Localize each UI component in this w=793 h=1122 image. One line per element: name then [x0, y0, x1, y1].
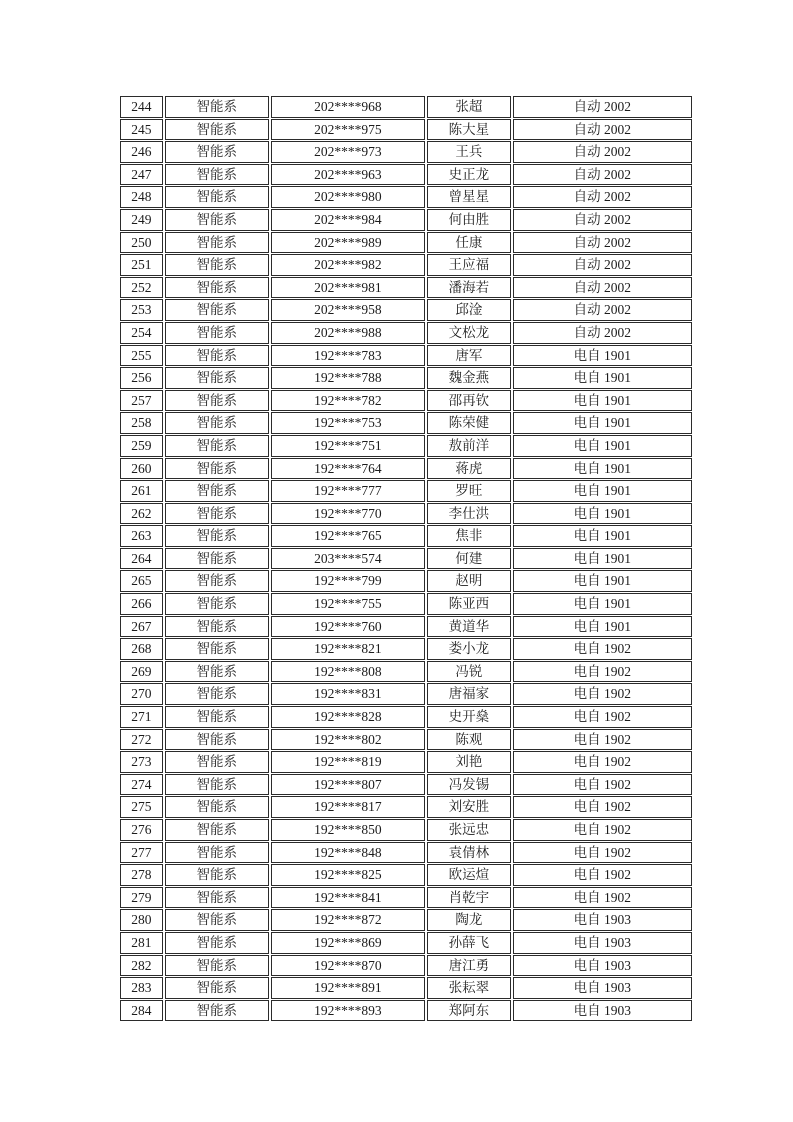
cell-student-id: 192****841	[271, 887, 426, 909]
table-row	[120, 729, 692, 751]
cell-department: 智能系	[165, 1000, 269, 1022]
cell-student-id: 202****982	[271, 254, 426, 276]
cell-name: 黄道华	[427, 616, 510, 638]
cell-class: 自动 2002	[513, 322, 692, 344]
cell-class: 电自 1903	[513, 977, 692, 999]
cell-name: 袁倩林	[427, 842, 510, 864]
cell-name: 冯锐	[427, 661, 510, 683]
cell-class: 电自 1902	[513, 661, 692, 683]
cell-department: 智能系	[165, 503, 269, 525]
student-roster-table	[118, 95, 694, 1022]
cell-student-id: 202****981	[271, 277, 426, 299]
cell-name: 焦非	[427, 525, 510, 547]
cell-department: 智能系	[165, 819, 269, 841]
cell-department: 智能系	[165, 796, 269, 818]
cell-class: 电自 1901	[513, 390, 692, 412]
cell-department: 智能系	[165, 616, 269, 638]
cell-student-id: 192****783	[271, 345, 426, 367]
cell-name: 陶龙	[427, 909, 510, 931]
cell-serial: 248	[120, 186, 163, 208]
cell-name: 敖前洋	[427, 435, 510, 457]
table-row	[120, 412, 692, 434]
cell-name: 史正龙	[427, 164, 510, 186]
cell-serial: 275	[120, 796, 163, 818]
cell-department: 智能系	[165, 525, 269, 547]
cell-department: 智能系	[165, 842, 269, 864]
cell-student-id: 202****968	[271, 96, 426, 118]
table-row	[120, 141, 692, 163]
table-row	[120, 864, 692, 886]
cell-name: 魏金燕	[427, 367, 510, 389]
cell-class: 电自 1901	[513, 345, 692, 367]
cell-student-id: 202****980	[271, 186, 426, 208]
cell-student-id: 192****891	[271, 977, 426, 999]
table-row	[120, 299, 692, 321]
cell-serial: 280	[120, 909, 163, 931]
cell-class: 自动 2002	[513, 141, 692, 163]
cell-student-id: 192****807	[271, 774, 426, 796]
table-row	[120, 683, 692, 705]
table-row	[120, 548, 692, 570]
cell-department: 智能系	[165, 570, 269, 592]
cell-serial: 244	[120, 96, 163, 118]
cell-student-id: 202****988	[271, 322, 426, 344]
table-row	[120, 164, 692, 186]
cell-student-id: 192****817	[271, 796, 426, 818]
table-row	[120, 254, 692, 276]
cell-serial: 281	[120, 932, 163, 954]
cell-department: 智能系	[165, 390, 269, 412]
cell-class: 电自 1901	[513, 412, 692, 434]
cell-name: 陈荣健	[427, 412, 510, 434]
table-row	[120, 819, 692, 841]
table-row	[120, 796, 692, 818]
cell-name: 肖乾宇	[427, 887, 510, 909]
cell-department: 智能系	[165, 887, 269, 909]
cell-student-id: 192****821	[271, 638, 426, 660]
cell-name: 刘安胜	[427, 796, 510, 818]
cell-class: 自动 2002	[513, 164, 692, 186]
cell-student-id: 192****751	[271, 435, 426, 457]
cell-department: 智能系	[165, 186, 269, 208]
cell-class: 电自 1902	[513, 819, 692, 841]
cell-department: 智能系	[165, 209, 269, 231]
table-row	[120, 638, 692, 660]
cell-class: 电自 1902	[513, 864, 692, 886]
cell-name: 唐江勇	[427, 955, 510, 977]
cell-student-id: 192****808	[271, 661, 426, 683]
cell-class: 自动 2002	[513, 299, 692, 321]
cell-department: 智能系	[165, 480, 269, 502]
cell-department: 智能系	[165, 254, 269, 276]
cell-class: 电自 1901	[513, 367, 692, 389]
table-row	[120, 751, 692, 773]
cell-serial: 270	[120, 683, 163, 705]
table-row	[120, 186, 692, 208]
table-row	[120, 119, 692, 141]
cell-name: 李仕洪	[427, 503, 510, 525]
cell-student-id: 192****755	[271, 593, 426, 615]
cell-serial: 267	[120, 616, 163, 638]
cell-serial: 271	[120, 706, 163, 728]
cell-student-id: 192****828	[271, 706, 426, 728]
cell-serial: 259	[120, 435, 163, 457]
table-row	[120, 209, 692, 231]
cell-class: 电自 1901	[513, 616, 692, 638]
cell-serial: 274	[120, 774, 163, 796]
cell-name: 潘海若	[427, 277, 510, 299]
cell-class: 电自 1902	[513, 729, 692, 751]
table-row	[120, 774, 692, 796]
cell-class: 电自 1903	[513, 932, 692, 954]
cell-student-id: 192****764	[271, 458, 426, 480]
cell-serial: 263	[120, 525, 163, 547]
student-roster-body	[120, 96, 692, 1021]
cell-class: 电自 1901	[513, 480, 692, 502]
cell-student-id: 192****870	[271, 955, 426, 977]
table-row	[120, 367, 692, 389]
cell-name: 孙薛飞	[427, 932, 510, 954]
cell-department: 智能系	[165, 751, 269, 773]
cell-department: 智能系	[165, 638, 269, 660]
table-row	[120, 593, 692, 615]
cell-department: 智能系	[165, 683, 269, 705]
cell-student-id: 203****574	[271, 548, 426, 570]
cell-serial: 261	[120, 480, 163, 502]
cell-name: 邱淦	[427, 299, 510, 321]
cell-class: 电自 1901	[513, 435, 692, 457]
cell-student-id: 192****802	[271, 729, 426, 751]
cell-class: 电自 1903	[513, 1000, 692, 1022]
table-row	[120, 390, 692, 412]
cell-name: 张远忠	[427, 819, 510, 841]
table-row	[120, 909, 692, 931]
cell-class: 自动 2002	[513, 209, 692, 231]
cell-department: 智能系	[165, 164, 269, 186]
cell-class: 自动 2002	[513, 96, 692, 118]
cell-department: 智能系	[165, 729, 269, 751]
cell-class: 电自 1901	[513, 570, 692, 592]
table-row	[120, 842, 692, 864]
cell-serial: 245	[120, 119, 163, 141]
cell-department: 智能系	[165, 141, 269, 163]
cell-class: 电自 1902	[513, 638, 692, 660]
cell-student-id: 192****893	[271, 1000, 426, 1022]
cell-student-id: 192****777	[271, 480, 426, 502]
cell-student-id: 192****799	[271, 570, 426, 592]
cell-department: 智能系	[165, 345, 269, 367]
cell-student-id: 192****765	[271, 525, 426, 547]
cell-student-id: 192****819	[271, 751, 426, 773]
cell-student-id: 202****973	[271, 141, 426, 163]
cell-class: 自动 2002	[513, 232, 692, 254]
cell-name: 陈亚西	[427, 593, 510, 615]
cell-serial: 272	[120, 729, 163, 751]
cell-serial: 254	[120, 322, 163, 344]
cell-serial: 277	[120, 842, 163, 864]
table-row	[120, 322, 692, 344]
cell-department: 智能系	[165, 412, 269, 434]
cell-name: 唐福家	[427, 683, 510, 705]
cell-student-id: 202****984	[271, 209, 426, 231]
table-row	[120, 616, 692, 638]
cell-serial: 249	[120, 209, 163, 231]
cell-name: 罗旺	[427, 480, 510, 502]
cell-name: 冯发锡	[427, 774, 510, 796]
cell-serial: 260	[120, 458, 163, 480]
cell-class: 电自 1902	[513, 774, 692, 796]
cell-serial: 279	[120, 887, 163, 909]
cell-serial: 251	[120, 254, 163, 276]
cell-serial: 283	[120, 977, 163, 999]
cell-class: 自动 2002	[513, 254, 692, 276]
table-row	[120, 887, 692, 909]
cell-department: 智能系	[165, 299, 269, 321]
cell-department: 智能系	[165, 593, 269, 615]
cell-student-id: 192****831	[271, 683, 426, 705]
cell-name: 陈大星	[427, 119, 510, 141]
cell-serial: 256	[120, 367, 163, 389]
cell-serial: 276	[120, 819, 163, 841]
cell-serial: 278	[120, 864, 163, 886]
cell-department: 智能系	[165, 322, 269, 344]
cell-class: 电自 1901	[513, 458, 692, 480]
cell-student-id: 202****958	[271, 299, 426, 321]
cell-department: 智能系	[165, 661, 269, 683]
cell-name: 何建	[427, 548, 510, 570]
cell-serial: 282	[120, 955, 163, 977]
cell-name: 唐军	[427, 345, 510, 367]
cell-student-id: 202****975	[271, 119, 426, 141]
cell-student-id: 192****788	[271, 367, 426, 389]
cell-class: 电自 1901	[513, 593, 692, 615]
cell-department: 智能系	[165, 232, 269, 254]
cell-serial: 266	[120, 593, 163, 615]
cell-department: 智能系	[165, 706, 269, 728]
cell-department: 智能系	[165, 932, 269, 954]
cell-name: 蒋虎	[427, 458, 510, 480]
table-row	[120, 435, 692, 457]
table-row	[120, 525, 692, 547]
cell-student-id: 192****782	[271, 390, 426, 412]
table-row	[120, 661, 692, 683]
cell-name: 欧运煊	[427, 864, 510, 886]
table-row	[120, 706, 692, 728]
cell-name: 文松龙	[427, 322, 510, 344]
cell-name: 何由胜	[427, 209, 510, 231]
cell-name: 张耘翠	[427, 977, 510, 999]
cell-serial: 253	[120, 299, 163, 321]
cell-name: 陈观	[427, 729, 510, 751]
cell-serial: 252	[120, 277, 163, 299]
table-row	[120, 932, 692, 954]
cell-class: 电自 1901	[513, 548, 692, 570]
cell-department: 智能系	[165, 458, 269, 480]
cell-name: 娄小龙	[427, 638, 510, 660]
table-row	[120, 1000, 692, 1022]
cell-class: 电自 1902	[513, 706, 692, 728]
cell-student-id: 192****760	[271, 616, 426, 638]
cell-class: 电自 1903	[513, 909, 692, 931]
cell-department: 智能系	[165, 367, 269, 389]
cell-department: 智能系	[165, 119, 269, 141]
cell-student-id: 192****850	[271, 819, 426, 841]
cell-name: 赵明	[427, 570, 510, 592]
table-row	[120, 232, 692, 254]
cell-class: 电自 1902	[513, 842, 692, 864]
cell-name: 王应福	[427, 254, 510, 276]
cell-name: 邵再钦	[427, 390, 510, 412]
cell-serial: 262	[120, 503, 163, 525]
cell-serial: 250	[120, 232, 163, 254]
cell-class: 电自 1902	[513, 683, 692, 705]
cell-class: 电自 1903	[513, 955, 692, 977]
cell-class: 电自 1902	[513, 751, 692, 773]
cell-class: 自动 2002	[513, 119, 692, 141]
cell-serial: 273	[120, 751, 163, 773]
cell-class: 自动 2002	[513, 277, 692, 299]
cell-department: 智能系	[165, 774, 269, 796]
cell-department: 智能系	[165, 277, 269, 299]
cell-serial: 265	[120, 570, 163, 592]
cell-department: 智能系	[165, 909, 269, 931]
cell-department: 智能系	[165, 955, 269, 977]
cell-name: 刘艳	[427, 751, 510, 773]
cell-serial: 258	[120, 412, 163, 434]
cell-name: 史开燊	[427, 706, 510, 728]
table-row	[120, 480, 692, 502]
cell-student-id: 202****989	[271, 232, 426, 254]
cell-student-id: 192****753	[271, 412, 426, 434]
cell-serial: 247	[120, 164, 163, 186]
cell-student-id: 192****770	[271, 503, 426, 525]
table-row	[120, 503, 692, 525]
cell-student-id: 192****872	[271, 909, 426, 931]
cell-serial: 269	[120, 661, 163, 683]
cell-name: 曾星星	[427, 186, 510, 208]
cell-student-id: 192****848	[271, 842, 426, 864]
cell-department: 智能系	[165, 435, 269, 457]
cell-class: 电自 1902	[513, 887, 692, 909]
cell-serial: 264	[120, 548, 163, 570]
table-row	[120, 977, 692, 999]
table-row	[120, 458, 692, 480]
cell-name: 张超	[427, 96, 510, 118]
cell-department: 智能系	[165, 864, 269, 886]
cell-serial: 284	[120, 1000, 163, 1022]
cell-name: 王兵	[427, 141, 510, 163]
table-row	[120, 955, 692, 977]
cell-class: 电自 1902	[513, 796, 692, 818]
cell-department: 智能系	[165, 977, 269, 999]
cell-serial: 268	[120, 638, 163, 660]
cell-serial: 246	[120, 141, 163, 163]
cell-serial: 255	[120, 345, 163, 367]
table-row	[120, 277, 692, 299]
table-row	[120, 570, 692, 592]
cell-department: 智能系	[165, 548, 269, 570]
cell-name: 任康	[427, 232, 510, 254]
cell-student-id: 192****825	[271, 864, 426, 886]
cell-student-id: 202****963	[271, 164, 426, 186]
cell-name: 郑阿东	[427, 1000, 510, 1022]
cell-serial: 257	[120, 390, 163, 412]
table-row	[120, 96, 692, 118]
cell-class: 自动 2002	[513, 186, 692, 208]
cell-class: 电自 1901	[513, 525, 692, 547]
cell-class: 电自 1901	[513, 503, 692, 525]
table-row	[120, 345, 692, 367]
cell-student-id: 192****869	[271, 932, 426, 954]
cell-department: 智能系	[165, 96, 269, 118]
